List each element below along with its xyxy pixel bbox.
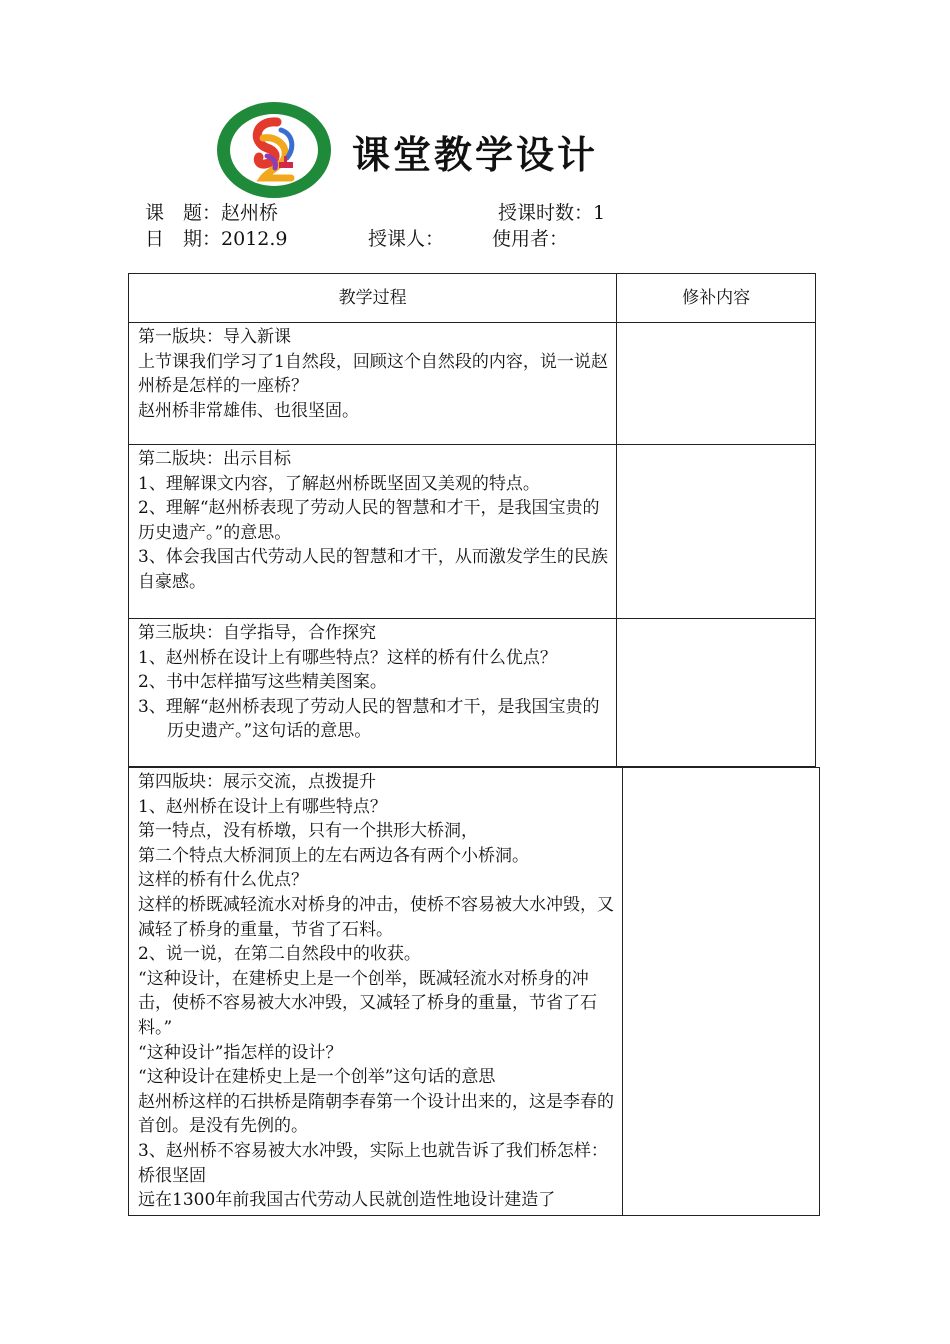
block-line: 这样的桥有什么优点？ <box>138 870 308 891</box>
block-line: 1、赵州桥在设计上有哪些特点？ <box>138 796 387 817</box>
block-line: 赵州桥这样的石拱桥是隋朝李春第一个设计出来的，这是李春的首创。是没有先例的。 <box>138 1091 614 1137</box>
block-line: 第四版块：展示交流，点拨提升 <box>138 772 376 792</box>
date-value: 2012.9 <box>221 228 288 250</box>
teacher-label: 授课人： <box>368 228 445 250</box>
hours-label: 授课时数： <box>498 202 594 224</box>
revision-cell-2[interactable] <box>617 445 816 619</box>
block-line: 第二版块：出示目标 <box>138 449 291 469</box>
block-line: 3、赵州桥不容易被大水冲毁，实际上也就告诉了我们桥怎样：桥很坚固 <box>138 1140 608 1186</box>
block-line: 1、理解课文内容，了解赵州桥既坚固又美观的特点。 <box>138 473 540 494</box>
date-row <box>145 227 288 251</box>
block-2 <box>129 445 617 619</box>
block-line: 远在1300年前我国古代劳动人民就创造性地设计建造了 <box>138 1190 556 1211</box>
block-line: 2、说一说，在第二自然段中的收获。 <box>138 944 421 965</box>
block-line: 上节课我们学习了1自然段，回顾这个自然段的内容，说一说赵州桥是怎样的一座桥？ <box>138 351 608 397</box>
topic-value: 赵州桥 <box>221 202 279 224</box>
lesson-table-continued <box>128 767 820 1216</box>
block-line: “这种设计在建桥史上是一个创举”这句话的意思 <box>138 1067 496 1088</box>
topic-label: 课 题： <box>145 202 222 224</box>
block-line: 3、理解“赵州桥表现了劳动人民的智慧和才干，是我国宝贵的历史遗产。”这句话的意思。 <box>138 696 600 742</box>
user-label: 使用者： <box>492 228 569 250</box>
revision-cell-1[interactable] <box>617 323 816 445</box>
block-line: 这样的桥既减轻流水对桥身的冲击，使桥不容易被大水冲毁，又减轻了桥身的重量，节省了石料。 <box>138 894 614 940</box>
hours-row <box>498 201 605 225</box>
block-line: 第一版块：导入新课 <box>138 327 291 347</box>
block-1 <box>129 323 617 445</box>
block-line: “这种设计，在建桥史上是一个创举，既减轻流水对桥身的冲击，使桥不容易被大水冲毁，又减轻了桥身的重量，节省了石料。” <box>138 968 597 1038</box>
block-3 <box>129 619 617 767</box>
revision-cell-4[interactable] <box>623 768 820 1216</box>
topic-row <box>145 201 278 225</box>
revision-cell-3[interactable] <box>617 619 816 767</box>
header-teaching-process: 教学过程 <box>129 274 617 323</box>
lesson-table <box>128 273 816 767</box>
page-title: 课堂教学设计 <box>352 133 599 177</box>
block-line: 第一特点，没有桥墩，只有一个拱形大桥洞， <box>138 821 478 842</box>
block-line: “这种设计”指怎样的设计？ <box>138 1042 343 1063</box>
block-line: 2、理解“赵州桥表现了劳动人民的智慧和才干，是我国宝贵的历史遗产。”的意思。 <box>138 498 600 543</box>
date-label: 日 期： <box>145 228 222 250</box>
school-logo <box>215 100 333 200</box>
block-line: 第二个特点大桥洞顶上的左右两边各有两个小桥洞。 <box>138 845 529 866</box>
block-line: 1、赵州桥在设计上有哪些特点？这样的桥有什么优点？ <box>138 647 557 668</box>
hours-value: 1 <box>593 202 606 224</box>
block-line: 第三版块：自学指导，合作探究 <box>138 623 376 643</box>
block-line: 2、书中怎样描写这些精美图案。 <box>138 672 387 693</box>
header-revision: 修补内容 <box>617 274 816 323</box>
block-line: 赵州桥非常雄伟、也很坚固。 <box>138 400 359 421</box>
block-4 <box>129 768 623 1216</box>
block-line: 3、体会我国古代劳动人民的智慧和才干，从而激发学生的民族自豪感。 <box>138 547 608 592</box>
